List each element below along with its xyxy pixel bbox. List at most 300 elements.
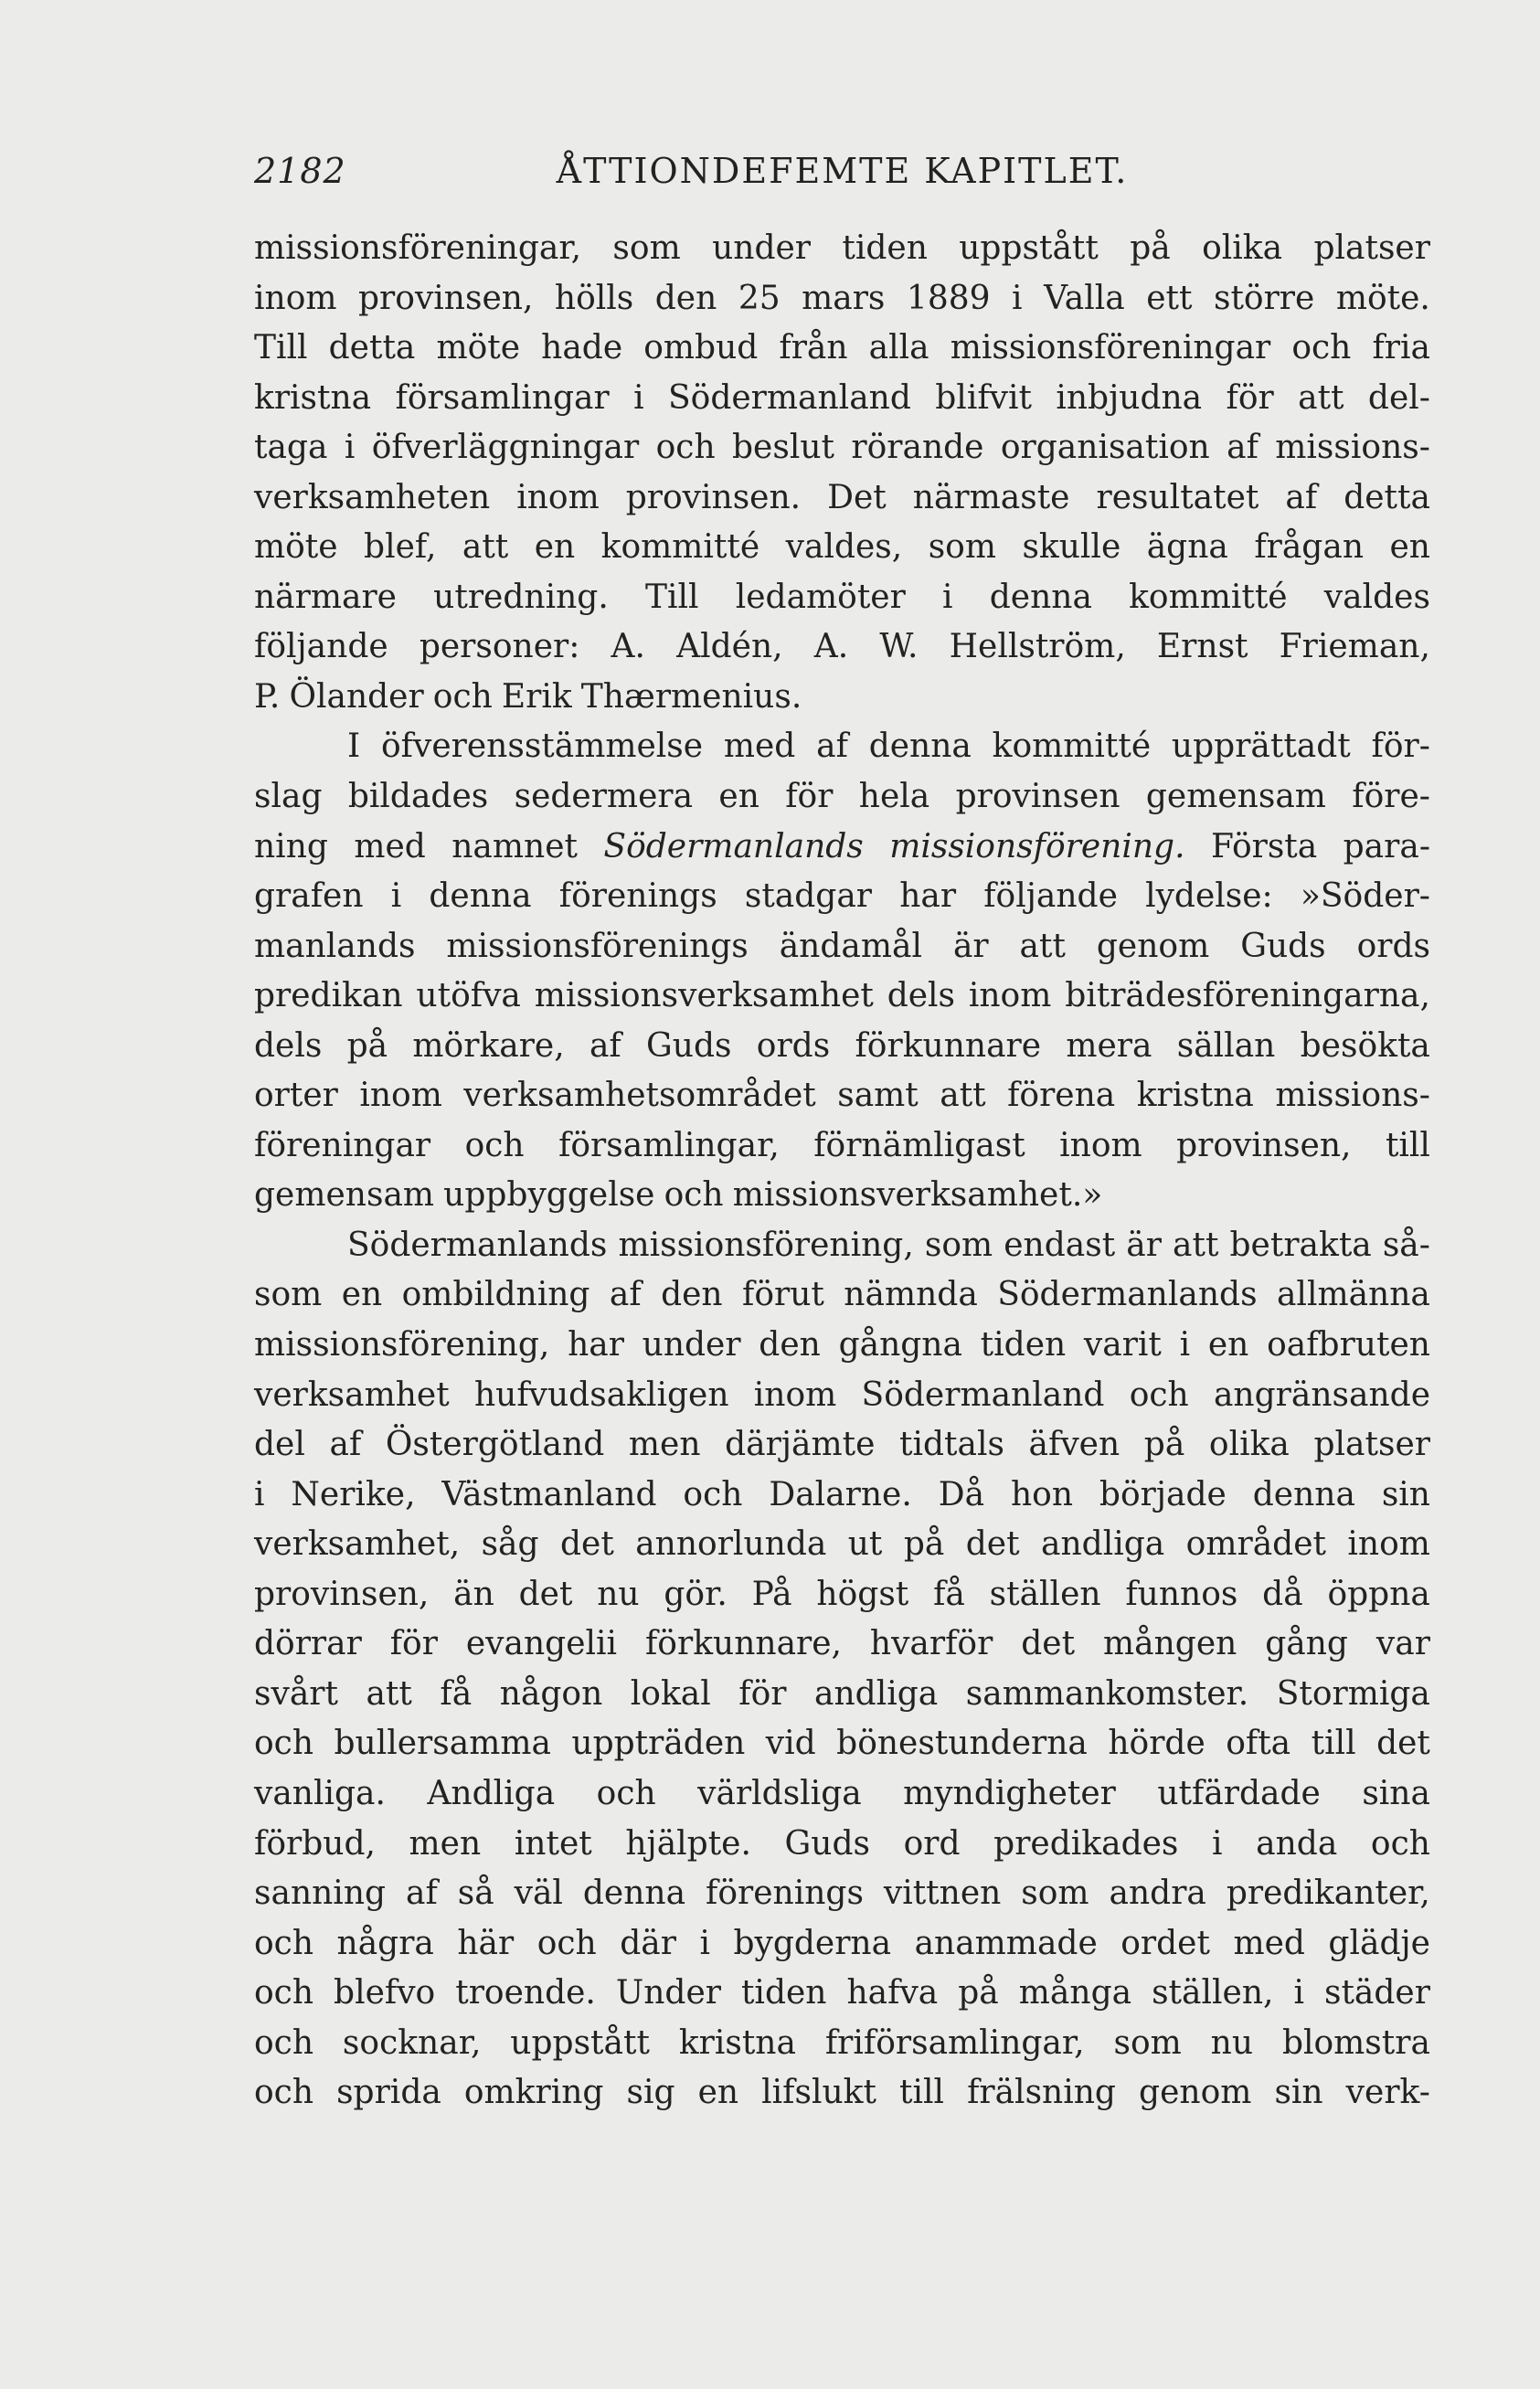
word: inbjudna (1056, 378, 1203, 417)
word: Under (615, 1974, 721, 2012)
italic-word: Södermanlands (603, 827, 864, 865)
word: hade (541, 329, 623, 367)
word: så- (1382, 1226, 1430, 1264)
word: sin (1274, 2074, 1323, 2112)
word: en (718, 778, 759, 816)
word: inom (968, 977, 1052, 1015)
word: det (1021, 1625, 1076, 1663)
word: före- (1352, 778, 1430, 816)
word: Ernst (1156, 628, 1248, 666)
word: förenings (706, 1874, 864, 1913)
text-line (254, 2019, 1430, 2069)
word: är (1126, 1226, 1162, 1264)
text-line (254, 573, 1430, 623)
word: som (612, 229, 681, 267)
text-line (254, 622, 1430, 673)
word: som (254, 1276, 323, 1314)
word: är (952, 927, 989, 965)
word: lokal (630, 1674, 711, 1713)
word: slag (254, 778, 323, 816)
word: olika (1202, 229, 1283, 267)
word: denna (989, 578, 1092, 616)
word: till (899, 2074, 945, 2112)
text-line (254, 1071, 1430, 1121)
word: gemensam (254, 1176, 435, 1215)
word: blomstra (1281, 2023, 1430, 2062)
word: P. (254, 677, 281, 716)
word: kommitté (600, 528, 760, 567)
text-line (254, 772, 1430, 823)
word: närmare (254, 578, 397, 616)
word: på (1143, 1426, 1185, 1464)
word: och (254, 1974, 314, 2012)
word: ords (1356, 927, 1430, 965)
word: betrakta (1229, 1226, 1372, 1264)
word: en (534, 528, 576, 567)
word: en (697, 2074, 739, 2112)
word: verksamhetsområdet (463, 1077, 816, 1115)
word: hjälpte. (625, 1824, 751, 1863)
word: Södermanland (861, 1375, 1105, 1414)
word: provinsen. (625, 478, 802, 516)
word: platser (1313, 1426, 1430, 1464)
text-line (254, 922, 1430, 972)
word: ombud (643, 329, 759, 367)
word: blifvit (935, 378, 1032, 417)
word: inom (254, 279, 337, 317)
word: i (633, 378, 644, 417)
word: Då (938, 1475, 985, 1513)
word: del (254, 1426, 305, 1464)
word: mången (1102, 1625, 1237, 1663)
word: följande (983, 877, 1118, 916)
word: denna (429, 877, 532, 916)
word: af (589, 1026, 621, 1065)
word: föreningar (254, 1126, 431, 1164)
word: af (609, 1276, 642, 1314)
word: af (816, 727, 848, 766)
word: Södermanlands (997, 1276, 1258, 1314)
text-line (254, 1321, 1430, 1371)
word: ut (847, 1525, 883, 1564)
word: af (1285, 478, 1318, 516)
word: socknar, (342, 2023, 482, 2062)
word: till (1385, 1126, 1430, 1164)
word: mera (1066, 1026, 1152, 1065)
word: förut (742, 1276, 824, 1314)
word: ords (756, 1026, 831, 1065)
word: lydelse: (1145, 877, 1273, 916)
word: ofta (1226, 1725, 1291, 1763)
word: för- (1371, 727, 1430, 766)
word: under (712, 229, 812, 267)
word: möte. (1335, 279, 1430, 317)
word: ord (903, 1824, 961, 1863)
word: med (354, 827, 426, 865)
word: svårt (254, 1674, 338, 1713)
word: friförsamlingar, (824, 2023, 1085, 2062)
word: anda (1256, 1824, 1338, 1863)
word: i (1293, 1974, 1304, 2012)
word: som (924, 1226, 993, 1264)
word: upprättadt (1171, 727, 1351, 766)
word: denna (868, 727, 972, 766)
word: tiden (980, 1326, 1067, 1364)
word: genom (1096, 927, 1210, 965)
word: sällan (1176, 1026, 1276, 1065)
word: namnet (451, 827, 578, 865)
word: världsliga (697, 1774, 862, 1812)
word: taga (254, 429, 328, 467)
word: förena (1007, 1077, 1116, 1115)
word: Södermanlands (347, 1226, 608, 1264)
word: några (336, 1924, 434, 1962)
word: Guds (1240, 927, 1326, 965)
word: Frieman, (1279, 628, 1430, 666)
word: hafva (846, 1974, 939, 2012)
word: den (654, 279, 717, 317)
word: att (1019, 927, 1066, 965)
word: predikanter, (1226, 1874, 1430, 1913)
word: glädje (1328, 1924, 1430, 1962)
word: Thærmenius. (580, 677, 802, 716)
word: sin (1381, 1475, 1430, 1513)
word: manlands (254, 927, 416, 965)
word: Aldén, (676, 628, 783, 666)
word: resultatet (1096, 478, 1259, 516)
word: det (559, 1525, 614, 1564)
word: i (1012, 279, 1023, 317)
word: Valla (1044, 279, 1125, 317)
word: uppbyggelse (443, 1176, 655, 1215)
word: få (440, 1674, 473, 1713)
word: frälsning (967, 2074, 1116, 2112)
word: närmaste (912, 478, 1070, 516)
word: följande (254, 628, 388, 666)
word: och (536, 1924, 597, 1962)
word: för (1226, 378, 1274, 417)
page-number: 2182 (254, 151, 346, 191)
word: att (1173, 1226, 1219, 1264)
word: började (1099, 1475, 1227, 1513)
text-line (254, 1719, 1430, 1769)
word: myndigheter (903, 1774, 1116, 1812)
word: såg (481, 1525, 539, 1564)
word: högst (816, 1575, 909, 1613)
word: och (254, 1924, 314, 1962)
word: vittnen (883, 1874, 1002, 1913)
word: så (457, 1874, 494, 1913)
body-text (254, 224, 1430, 2118)
word: för (738, 1674, 787, 1713)
text-line (254, 523, 1430, 573)
word: kommitté (992, 727, 1152, 766)
word: och (683, 1475, 743, 1513)
text-line (254, 1022, 1430, 1072)
word: ett (1146, 279, 1193, 317)
word: Dalarne. (769, 1475, 912, 1513)
word: en (1389, 528, 1430, 567)
word: många (1018, 1974, 1132, 2012)
word: af (329, 1426, 362, 1464)
word: gemensam (1145, 778, 1326, 816)
word: valdes, (785, 528, 903, 567)
word: att (1298, 378, 1344, 417)
word: bullersamma (334, 1725, 551, 1763)
text-line (254, 1420, 1430, 1471)
word: 25 (738, 279, 781, 317)
word: blef, (364, 528, 437, 567)
text-line (254, 1471, 1430, 1521)
word: och (1129, 1375, 1189, 1414)
word: på (346, 1026, 388, 1065)
word: af (406, 1874, 438, 1913)
word: sig (626, 2074, 675, 2112)
word: öppna (1327, 1575, 1430, 1613)
word: hörde (1108, 1725, 1205, 1763)
word: nu (597, 1575, 640, 1613)
word: i (344, 429, 356, 467)
word: och (1291, 329, 1352, 367)
word: nu (1210, 2023, 1254, 2062)
word: att (366, 1674, 412, 1713)
word: verksamheten (254, 478, 491, 516)
word: tiden (842, 229, 928, 267)
word: biträdesföreningarna, (1065, 977, 1430, 1015)
word: provinsen, (358, 279, 534, 317)
word: anammade (914, 1924, 1098, 1962)
word: hufvudsakligen (473, 1375, 729, 1414)
word: och (1370, 1824, 1430, 1863)
word: församlingar (395, 378, 610, 417)
word: uppträden (571, 1725, 746, 1763)
word: sprida (336, 2074, 441, 2112)
word: och (664, 1176, 724, 1215)
word: och (596, 1774, 656, 1812)
word: olika (1208, 1426, 1290, 1464)
word: mars (802, 279, 886, 317)
word: missions- (1275, 1077, 1430, 1115)
word: lifslukt (761, 2074, 876, 2112)
word: På (751, 1575, 792, 1613)
text-line (254, 1371, 1430, 1421)
word: och (464, 1126, 525, 1164)
word: tidtals (898, 1426, 1004, 1464)
word: en (341, 1276, 383, 1314)
word: uppstått (510, 2023, 650, 2062)
text-line (254, 274, 1430, 324)
word: som (1113, 2023, 1182, 2062)
word: på (958, 1974, 999, 2012)
word: allmänna (1276, 1276, 1430, 1314)
word: missionsföreningar (950, 329, 1271, 367)
text-line (254, 1270, 1430, 1321)
word: inom (753, 1375, 837, 1414)
word: Till (644, 578, 699, 616)
word: var (1375, 1625, 1430, 1663)
word: genom (1139, 2074, 1252, 2112)
word: ordet (1120, 1924, 1210, 1962)
word: men (628, 1426, 701, 1464)
text-line (254, 872, 1430, 922)
word: provinsen (955, 778, 1120, 816)
word: ombildning (401, 1276, 590, 1314)
text-line (254, 1769, 1430, 1820)
word: varit (1083, 1326, 1162, 1364)
word: till (1311, 1725, 1356, 1763)
word: och (432, 677, 493, 716)
word: och (655, 429, 716, 467)
word: för (389, 1625, 438, 1663)
word: det (518, 1575, 573, 1613)
word: andra (1109, 1874, 1206, 1913)
word: ledamöter (735, 578, 906, 616)
word: förkunnare, (644, 1625, 842, 1663)
text-line (254, 423, 1430, 473)
word: platser (1313, 229, 1430, 267)
word: missions- (1275, 429, 1430, 467)
word: församlingar, (558, 1126, 780, 1164)
word: verksamhet, (254, 1525, 461, 1564)
text-line (254, 1221, 1430, 1271)
word: angränsande (1213, 1375, 1430, 1414)
word: hvarför (869, 1625, 993, 1663)
word: ändamål (779, 927, 922, 965)
word: men (409, 1824, 482, 1863)
word: då (1262, 1575, 1303, 1613)
word: öfverläggningar (371, 429, 640, 467)
word: Hellström, (949, 628, 1126, 666)
word: missionsverksamhet.» (732, 1176, 1103, 1215)
text-line (254, 1171, 1430, 1221)
word: i (254, 1475, 265, 1513)
word: detta (328, 329, 416, 367)
word: verk- (1345, 2074, 1430, 2112)
word: området (1185, 1525, 1326, 1564)
text-line (254, 1869, 1430, 1919)
word: Guds (646, 1026, 732, 1065)
word: Stormiga (1276, 1674, 1430, 1713)
word: det (1376, 1725, 1430, 1763)
word: i (942, 578, 953, 616)
word: för (785, 778, 834, 816)
word: frågan (1254, 528, 1365, 567)
text-line (254, 1820, 1430, 1870)
word: större (1213, 279, 1315, 317)
word: Det (827, 478, 887, 516)
word: Östergötland (385, 1426, 605, 1464)
word: i (1179, 1326, 1191, 1364)
page-header (254, 151, 1430, 206)
word: predikan (254, 977, 403, 1015)
italic-word: missionsförening. (889, 827, 1185, 865)
word: denna (1252, 1475, 1355, 1513)
word: inom (1059, 1126, 1142, 1164)
text-line (254, 324, 1430, 374)
text-line (254, 1969, 1430, 2019)
word: bildades (347, 778, 489, 816)
word: kristna (254, 378, 372, 417)
word: troende. (455, 1974, 596, 2012)
word: städer (1323, 1974, 1430, 2012)
word: missionsförening, (618, 1226, 914, 1264)
word: provinsen, (254, 1575, 430, 1613)
word: 1889 (906, 279, 991, 317)
word: dörrar (254, 1625, 362, 1663)
word: orter (254, 1077, 338, 1115)
word: utredning. (433, 578, 609, 616)
word: A. (611, 628, 645, 666)
word: Guds (784, 1824, 871, 1863)
word: hölls (554, 279, 634, 317)
word: det (965, 1525, 1020, 1564)
word: Södermanland (668, 378, 911, 417)
word: har (568, 1326, 624, 1364)
word: sedermera (514, 778, 694, 816)
word: besökta (1300, 1026, 1430, 1065)
word: ning (254, 827, 328, 865)
word: Ölander (289, 677, 424, 716)
word: predikades (993, 1824, 1179, 1863)
word: alla (868, 329, 929, 367)
word: W. (879, 628, 919, 666)
word: Erik (501, 677, 572, 716)
word: kristna (678, 2023, 796, 2062)
word: i (1212, 1824, 1223, 1863)
word: att (940, 1077, 986, 1115)
word: af (1227, 429, 1259, 467)
word: rörande (851, 429, 984, 467)
word: dels (254, 1026, 323, 1065)
word: och (254, 2023, 314, 2062)
word: ställen, (1152, 1974, 1274, 2012)
text-line (254, 1121, 1430, 1172)
word: missionsförening, (254, 1326, 550, 1364)
word: sanning (254, 1874, 387, 1913)
word: del- (1367, 378, 1430, 417)
word: detta (1344, 478, 1430, 516)
word: nämnda (844, 1276, 978, 1314)
word: möte (436, 329, 521, 367)
word: under (642, 1326, 741, 1364)
word: valdes (1323, 578, 1430, 616)
word: endast (1004, 1226, 1116, 1264)
word: bygderna (733, 1924, 892, 1962)
word: förnämligast (813, 1126, 1025, 1164)
text-line (254, 823, 1430, 873)
word: skulle (1022, 528, 1121, 567)
word: samt (837, 1077, 919, 1115)
word: den (759, 1326, 821, 1364)
word: hela (858, 778, 930, 816)
word: förenings (558, 877, 717, 916)
word: ägna (1146, 528, 1228, 567)
word: denna (582, 1874, 686, 1913)
word: Till (254, 329, 308, 367)
text-line (254, 1919, 1430, 1970)
word: andliga (814, 1674, 939, 1713)
word: omkring (463, 2074, 604, 2112)
word: någon (499, 1674, 603, 1713)
word: Första (1210, 827, 1318, 865)
word: vid (765, 1725, 816, 1763)
word: har (899, 877, 957, 916)
word: sina (1362, 1774, 1430, 1812)
word: hon (1010, 1475, 1073, 1513)
word: kommitté (1129, 578, 1288, 616)
word: tiden (740, 1974, 827, 2012)
text-line (254, 374, 1430, 424)
